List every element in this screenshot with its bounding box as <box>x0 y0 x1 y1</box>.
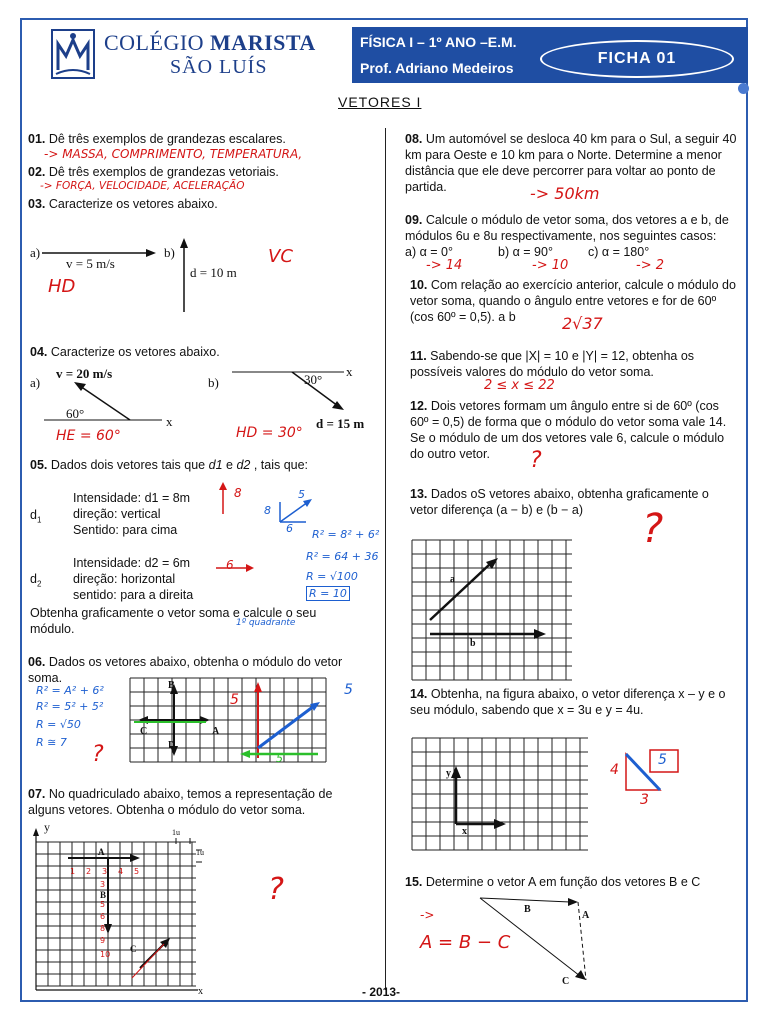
q09-case-c: c) α = 180° <box>588 245 650 259</box>
q07-unit-x: 1u <box>172 828 180 837</box>
q14-label-y: y <box>446 768 451 779</box>
q14-hand-5: 5 <box>658 752 667 768</box>
q04-b-label: b) <box>208 375 219 390</box>
q03-a-answer: HD <box>48 276 76 297</box>
question-07: 07. No quadriculado abaixo, temos a representação de alguns vetores. Obtenha o módulo do vetor soma. <box>28 787 333 817</box>
q05-hand-5: 5 <box>298 488 305 501</box>
header-dot-icon <box>738 83 749 94</box>
column-divider <box>385 128 386 990</box>
q05-quadrant-note: 1º quadrante <box>236 618 296 628</box>
q04-vector-a <box>44 376 174 422</box>
q04-a-answer: HE = 60° <box>56 428 121 444</box>
q06-calc-3: R = √50 <box>36 718 81 731</box>
q13-label-b: b <box>470 638 476 649</box>
q07-hand-count: 10 <box>100 950 111 959</box>
question-09: 09. Calcule o módulo de vetor soma, dos vetores a e b, de módulos 6u e 8u respectivamente, nos seguintes casos: <box>405 213 729 243</box>
answer-15: A = B − C <box>420 932 511 953</box>
q07-label-B: B <box>100 890 107 900</box>
q06-hand-question: ? <box>92 742 104 767</box>
q13-vectors <box>412 540 572 680</box>
q06-hand-5b: 5 <box>276 752 283 765</box>
q15-label-A: A <box>582 910 590 921</box>
q04-a-value: v = 20 m/s <box>56 366 113 381</box>
q05-d2-line2: direção: horizontal <box>73 572 176 586</box>
question-08: 08. Um automóvel se desloca 40 km para o Sul, a seguir 40 km para Oeste e 10 km para o Norte. Determine a menor distância que ele deve percorrer para voltar ao ponto de partida. <box>405 132 737 194</box>
q09-answer-a: -> 14 <box>426 258 463 273</box>
q03-a-label: a) <box>30 245 41 260</box>
q04-b-answer: HD = 30° <box>236 425 303 441</box>
answer-11: 2 ≤ x ≤ 22 <box>484 378 555 393</box>
q07-hand-question: ? <box>268 872 284 907</box>
q14-hand-4: 4 <box>610 762 619 778</box>
teacher-label: Prof. Adriano Medeiros <box>360 60 514 76</box>
q06-label-A: A <box>212 726 220 737</box>
q14-vectors <box>412 738 588 850</box>
q09-answer-c: -> 2 <box>636 258 664 273</box>
q07-x-axis-label: x <box>198 986 203 997</box>
question-15: 15. Determine o vetor A em função dos vetores B e C <box>405 875 701 889</box>
q07-hand-count: 5 <box>100 900 106 909</box>
q14-hand-triangle <box>620 748 682 796</box>
q06-calc-2: R² = 5² + 5² <box>36 700 104 713</box>
q04-b-axis: x <box>346 364 353 379</box>
answer-10: 2√37 <box>562 314 603 333</box>
school-name-line2: SÃO LUÍS <box>170 56 268 78</box>
q06-calc-4: R ≅ 7 <box>36 736 67 749</box>
q15-label-B: B <box>524 904 531 915</box>
q07-unit-y: 1u <box>196 848 204 857</box>
q03-b-label: b) <box>164 245 175 260</box>
q05-d1-line2: direção: vertical <box>73 507 161 521</box>
q07-axes-vectors <box>30 828 202 994</box>
page-title: VETORES I <box>338 94 422 110</box>
q05-closing: Obtenha graficamente o vetor soma e calcule o seu módulo. <box>30 606 317 636</box>
question-01: 01. Dê três exemplos de grandezas escalares. <box>28 132 286 146</box>
q13-label-a: a <box>450 574 455 585</box>
q03-b-value: d = 10 m <box>190 265 237 280</box>
q05-d2-label: $d_2$ <box>30 572 42 589</box>
q05-d2-line3: sentido: para a direita <box>73 588 194 602</box>
question-06: 06. Dados os vetores abaixo, obtenha o módulo do vetor soma. <box>28 655 343 685</box>
q05-d2-line1: Intensidade: d2 = 6m <box>73 556 191 570</box>
question-05: 05. Dados dois vetores tais que d1 e d2 , tais que: <box>30 458 309 472</box>
course-label: FÍSICA I – 1º ANO –E.M. <box>360 34 517 50</box>
question-11: 11. Sabendo-se que |X| = 10 e |Y| = 12, obtenha os possíveis valores do módulo do vetor soma. <box>410 349 695 379</box>
question-13: 13. Dados oS vetores abaixo, obtenha graficamente o vetor diferença (a − b) e (b − a) <box>410 487 709 517</box>
q06-label-C: C <box>140 726 148 737</box>
question-12: 12. Dois vetores formam um ângulo entre si de 60º (cos 60º = 0,5) de forma que o módulo do vetor soma vale 14. Se o módulo de um dos vetores vale 6, calcule o módulo do outro vetor. <box>410 399 727 461</box>
q05-hand-vector-up <box>216 482 230 516</box>
q05-hand-8b: 8 <box>264 504 271 517</box>
q07-y-axis-label: y <box>44 820 50 834</box>
q06-label-B: B <box>168 680 175 691</box>
sheet-badge: FICHA 01 <box>540 40 734 78</box>
q05-calc-2: R² = 64 + 36 <box>306 550 379 563</box>
q05-hand-vector-right <box>216 560 256 574</box>
q05-d1-line3: Sentido: para cima <box>73 523 178 537</box>
marist-logo-icon <box>50 26 96 82</box>
q04-b-angle: 30° <box>304 372 323 387</box>
q09-case-a: a) α = 0° <box>405 245 454 259</box>
q07-hand-count: 6 <box>100 912 106 921</box>
q06-calc-1: R² = A² + 6² <box>36 684 104 697</box>
q07-hand-count: 4 <box>118 867 124 876</box>
q06-label-D: D <box>168 740 176 751</box>
q04-a-angle: 60° <box>66 406 85 421</box>
q07-hand-count: 9 <box>100 936 106 945</box>
school-name-line1: COLÉGIO MARISTA <box>104 30 316 55</box>
q07-label-C: C <box>130 944 137 954</box>
q14-label-x: x <box>462 826 467 837</box>
q05-calc-4: R = 10 <box>306 586 350 601</box>
question-04: 04. Caracterize os vetores abaixo. <box>30 345 220 359</box>
answer-01: -> MASSA, COMPRIMENTO, TEMPERATURA, <box>44 147 303 161</box>
q07-hand-count: 8 <box>100 924 106 933</box>
q05-hand-8: 8 <box>234 486 242 500</box>
q14-hand-3: 3 <box>640 792 649 808</box>
q15-label-C: C <box>562 976 570 987</box>
q05-d1-label: $d_1$ <box>30 508 42 525</box>
q03-a-value: v = 5 m/s <box>66 256 115 271</box>
q05-calc-3: R = √100 <box>306 570 358 583</box>
q06-hand-5c: 5 <box>344 682 353 698</box>
q07-hand-count: 1 <box>70 867 76 876</box>
q06-vectors <box>130 678 326 762</box>
q05-hand-6b: 6 <box>286 522 293 535</box>
q03-vector-b <box>178 236 190 314</box>
q07-hand-count: 3 <box>102 867 108 876</box>
question-14: 14. Obtenha, na figura abaixo, o vetor diferença x – y e o seu módulo, sabendo que x = 3u e y = 4u. <box>410 687 726 717</box>
q07-label-A: A <box>98 847 105 857</box>
q07-hand-count: 5 <box>134 867 140 876</box>
q05-hand-sum-diagram <box>272 492 316 526</box>
footer-year: - 2013- <box>362 985 401 999</box>
q09-answer-b: -> 10 <box>532 258 569 273</box>
question-03: 03. Caracterize os vetores abaixo. <box>28 197 218 211</box>
q07-hand-count: 2 <box>86 867 92 876</box>
q05-d1-line1: Intensidade: d1 = 8m <box>73 491 191 505</box>
q04-a-axis: x <box>166 414 173 429</box>
q07-hand-count: 3 <box>100 880 106 889</box>
q04-b-value: d = 15 m <box>316 416 365 431</box>
question-02: 02. Dê três exemplos de grandezas vetoriais. <box>28 165 279 179</box>
answer-13: ? <box>642 506 664 552</box>
q15-hand-arrow: -> <box>420 908 435 922</box>
answer-12: ? <box>530 448 542 473</box>
school-header <box>22 20 352 86</box>
question-10: 10. Com relação ao exercício anterior, calcule o módulo do vetor soma, quando o ângulo entre vetores e for de 60º (cos 60º = 0,5). a b <box>410 278 736 324</box>
q09-case-b: b) α = 90° <box>498 245 553 259</box>
answer-08: -> 50km <box>530 184 600 203</box>
q06-hand-5a: 5 <box>230 692 239 708</box>
q04-a-label: a) <box>30 375 41 390</box>
q03-b-answer: VC <box>268 246 293 267</box>
answer-02: -> FORÇA, VELOCIDADE, ACELERAÇÃO <box>40 180 245 192</box>
q04-vector-b <box>232 364 352 414</box>
q05-calc-1: R² = 8² + 6² <box>312 528 380 541</box>
q05-hand-6: 6 <box>226 558 234 572</box>
